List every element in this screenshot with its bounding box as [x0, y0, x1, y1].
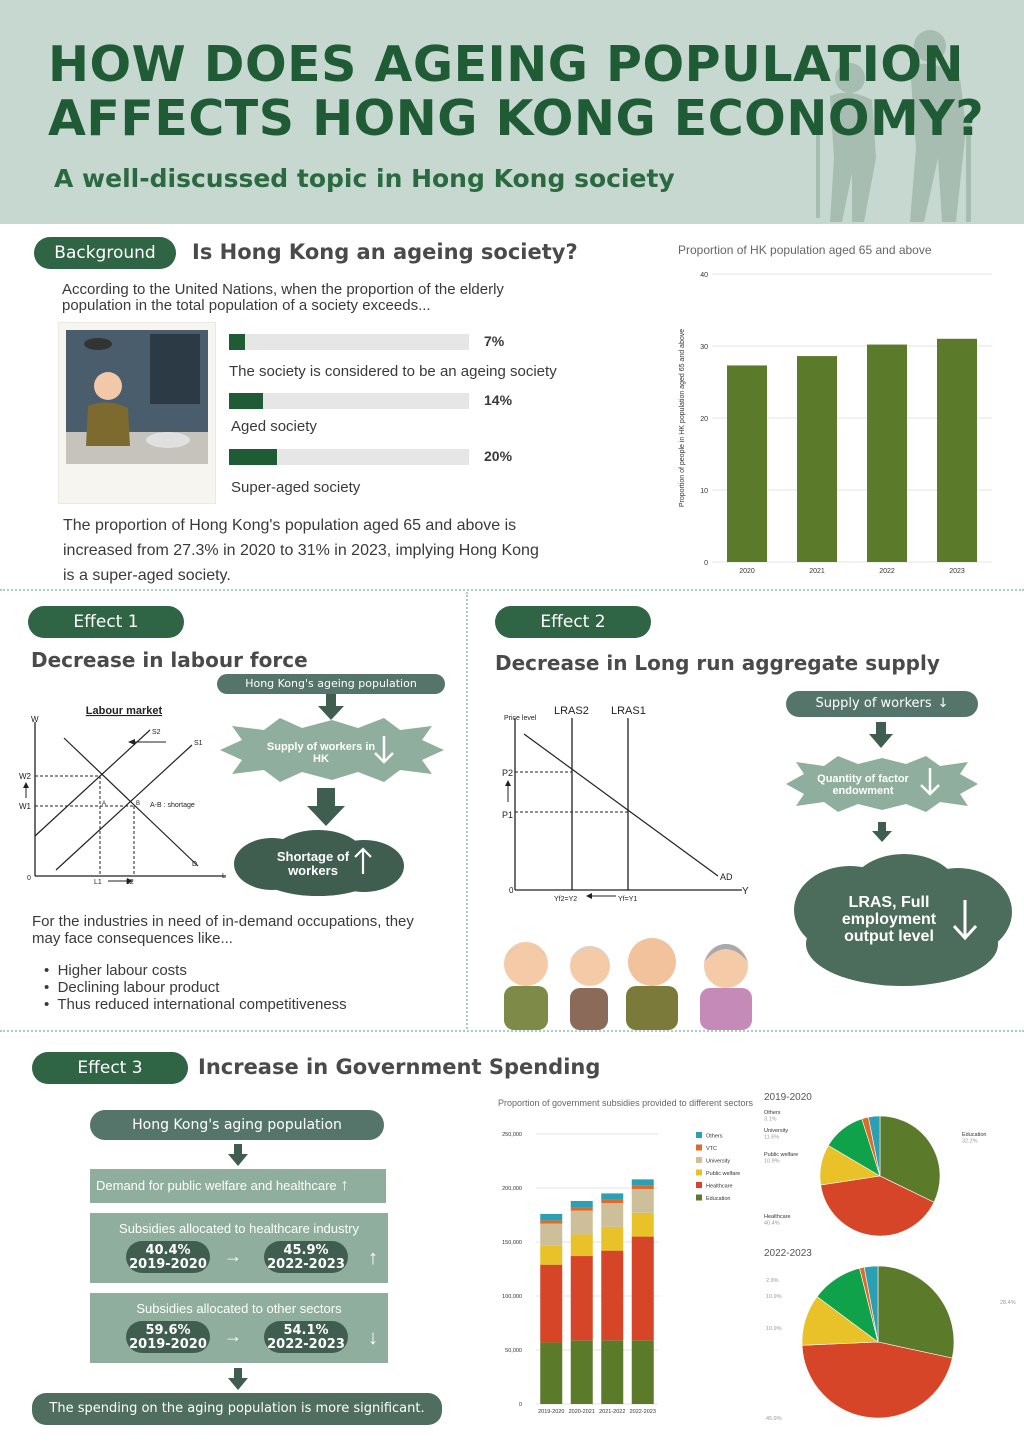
labour-market-graph — [16, 700, 236, 890]
chart3-slice-value: 10.9% — [764, 1158, 780, 1165]
svg-text:0: 0 — [27, 875, 31, 882]
chart4-slice-value: 28.4% — [1000, 1300, 1016, 1306]
chart2-ytick: 50,000 — [505, 1348, 522, 1354]
svg-text:W2: W2 — [19, 772, 31, 781]
chart2-bar-segment — [540, 1224, 562, 1246]
chart2-bar-segment — [632, 1237, 654, 1341]
chart2-bar-segment — [571, 1211, 593, 1235]
chart1-bar — [727, 365, 767, 562]
chart2-bar-segment — [571, 1340, 593, 1404]
chart1-ytick: 30 — [700, 344, 708, 351]
health-to-oval: 45.9% 2022-2023 — [264, 1241, 348, 1273]
chart2-bar-segment — [601, 1200, 623, 1203]
chart3-slice-value: 32.2% — [962, 1138, 978, 1145]
chart2-bar-segment — [601, 1203, 623, 1227]
chart2-legend-swatch — [696, 1182, 702, 1188]
chart2-ytick: 150,000 — [502, 1240, 522, 1246]
header-banner — [0, 0, 1024, 224]
chart3-slice-value: 40.4% — [764, 1220, 780, 1227]
chart3-slice-label: Public welfare — [764, 1152, 799, 1158]
chart2-legend-swatch — [696, 1145, 702, 1151]
chart1-ytick: 10 — [700, 488, 708, 495]
svg-text:Yf=Y1: Yf=Y1 — [618, 896, 638, 903]
chart2-legend-swatch — [696, 1157, 702, 1163]
chart4-slice-value: 10.9% — [766, 1294, 782, 1300]
chart2-legend-label: University — [706, 1158, 731, 1165]
effect1-heading: Decrease in labour force — [31, 648, 308, 672]
threshold-percent-20: 20% — [484, 448, 513, 464]
svg-text:S1: S1 — [194, 740, 203, 747]
chart2-legend-label: VTC — [706, 1146, 717, 1152]
arrow-down-icon — [318, 694, 344, 720]
background-tag: Background — [34, 237, 176, 269]
chart1-xtick: 2021 — [809, 568, 825, 575]
chart3-slice-value: 3.1% — [764, 1116, 777, 1123]
lras-graph — [498, 700, 760, 906]
chart2-bar-segment — [540, 1342, 562, 1404]
chart2-bar-segment — [571, 1234, 593, 1256]
svg-text:LRAS2: LRAS2 — [554, 705, 589, 717]
chart2-legend-swatch — [696, 1132, 702, 1138]
chart1-xtick: 2022 — [879, 568, 895, 575]
threshold-label-20: Super-aged society — [231, 479, 361, 496]
chart4-slice — [802, 1342, 952, 1418]
svg-text:W1: W1 — [19, 802, 31, 811]
chart2-bar-segment — [540, 1245, 562, 1264]
effect3-heading: Increase in Government Spending — [198, 1055, 601, 1079]
chart1-xtick: 2020 — [739, 568, 755, 575]
chart1-ylabel: Proportion of people in HK population aged 65 and above — [679, 328, 686, 508]
chart2-legend-label: Public welfare — [706, 1171, 741, 1177]
arrow-down-icon — [307, 788, 345, 826]
chart4-slice-value: 10.9% — [766, 1326, 782, 1332]
chart1-bar — [937, 339, 977, 562]
svg-text:P2: P2 — [502, 768, 514, 778]
threshold-bar-20 — [229, 449, 469, 465]
chart2-ytick: 100,000 — [502, 1294, 522, 1300]
effect1-tag: Effect 1 — [28, 606, 184, 638]
effect1-consequence-list: • Higher labour costs • Declining labour product • Thus reduced international competitiveness — [44, 962, 347, 1013]
chart1-bar — [797, 356, 837, 562]
effect3-conclusion: The spending on the aging population is more significant. — [32, 1393, 442, 1425]
chart2-bar-segment — [632, 1213, 654, 1237]
effect2-heading: Decrease in Long run aggregate supply — [495, 651, 940, 675]
chart1-xtick: 2023 — [949, 568, 965, 575]
chart2-bar-segment — [571, 1207, 593, 1210]
svg-text:AD: AD — [720, 872, 733, 882]
elderly-group-illustration — [494, 930, 760, 1030]
chart2-title — [498, 1098, 753, 1108]
chart2-bar-segment — [632, 1186, 654, 1189]
chart3-slice-label: University — [764, 1128, 789, 1134]
threshold-bar-7 — [229, 334, 469, 350]
chart1-bar — [867, 345, 907, 562]
effect2-flow-factor: Quantity of factor endowment — [817, 773, 909, 797]
svg-text:Yf2=Y2: Yf2=Y2 — [554, 896, 578, 903]
chart1-ytick: 20 — [700, 416, 708, 423]
labour-graph-title: Labour market — [85, 705, 163, 717]
chart2-legend-label: Healthcare — [706, 1183, 733, 1190]
chart1-title: Proportion of HK population aged 65 and above — [678, 243, 932, 257]
chart2-bar-segment — [571, 1201, 593, 1207]
chart2-bar-segment — [632, 1189, 654, 1213]
chart2-xtick: 2019-2020 — [538, 1409, 565, 1415]
chart2-bar-segment — [601, 1193, 623, 1199]
chart2-bar-segment — [601, 1227, 623, 1251]
chart2-bar-segment — [632, 1340, 654, 1404]
svg-text:B: B — [136, 801, 141, 807]
other-from-oval: 59.6% 2019-2020 — [126, 1321, 210, 1353]
svg-text:L2: L2 — [126, 879, 134, 886]
chart2-bar-segment — [571, 1256, 593, 1340]
chart3-slice-value: 11.6% — [764, 1134, 780, 1141]
effect3-demand-box: Demand for public welfare and healthcare ↑ — [90, 1169, 386, 1203]
effect1-flow-start: Hong Kong's ageing population — [217, 674, 445, 694]
effect3-health-box: Subsidies allocated to healthcare industry 40.4% 2019-2020 → 45.9% 2022-2023 ↑ — [90, 1213, 388, 1283]
svg-text:LRAS1: LRAS1 — [611, 705, 646, 717]
chart3-slice-label: Healthcare — [764, 1214, 791, 1220]
arrow-down-icon — [950, 898, 980, 942]
chart3-slice-label: Education — [962, 1132, 987, 1138]
chart3-slice-label: Others — [764, 1110, 781, 1116]
chart2-bar-segment — [601, 1251, 623, 1341]
background-heading: Is Hong Kong an ageing society? — [192, 240, 578, 264]
page-title: HOW DOES AGEING POPULATION AFFECTS HONG KONG ECONOMY? — [48, 36, 985, 147]
svg-text:Y: Y — [742, 886, 749, 897]
effect2-flow-supply: Supply of workers ↓ — [786, 691, 978, 717]
effect3-flow-top: Hong Kong's aging population — [90, 1110, 384, 1140]
chart2-bar-segment — [540, 1220, 562, 1223]
page-subtitle: A well-discussed topic in Hong Kong society — [54, 164, 675, 193]
arrow-down-icon — [228, 1144, 248, 1166]
chart2-bar-segment — [540, 1265, 562, 1343]
chart2-legend-swatch — [696, 1170, 702, 1176]
svg-text:Price level: Price level — [504, 715, 537, 722]
effect1-consequence-intro: For the industries in need of in-demand occupations, they may face consequences like... — [32, 913, 414, 947]
chart4-title: 2022-2023 — [764, 1248, 812, 1259]
chart2-xtick: 2020-2021 — [568, 1409, 595, 1415]
chart4-slice-value: 2.9% — [766, 1278, 779, 1284]
threshold-label-7: The society is considered to be an ageing society — [229, 363, 557, 380]
effect2-tag: Effect 2 — [495, 606, 651, 638]
chart1-ytick: 0 — [704, 560, 708, 567]
arrow-down-icon — [228, 1368, 248, 1390]
chart2-ytick: 200,000 — [502, 1186, 522, 1192]
svg-text:0: 0 — [509, 886, 514, 895]
chart2-legend-label: Others — [706, 1133, 723, 1140]
svg-text:P1: P1 — [502, 810, 514, 820]
arrow-down-icon — [918, 766, 942, 798]
subsidies-pie-2022 — [760, 1242, 1022, 1424]
background-conclusion: The proportion of Hong Kong's population aged 65 and above is increased from 27.3% in 2020 to 31% in 2023, implying Hong Kong is a super-aged society. — [63, 517, 539, 584]
arrow-down-icon — [869, 722, 893, 748]
svg-text:S2: S2 — [152, 729, 161, 736]
effect1-flow-shortage: Shortage of workers — [276, 849, 350, 878]
background-intro: According to the United Nations, when the proportion of the elderly population in the total population of a society exceeds... — [62, 281, 504, 314]
chart2-legend-label: Education — [706, 1196, 731, 1202]
chart2-bar-segment — [540, 1214, 562, 1220]
elderly-man-illustration — [58, 322, 216, 504]
svg-text:A: A — [102, 801, 107, 807]
chart2-ytick: 250,000 — [502, 1132, 522, 1138]
arrow-down-icon — [372, 734, 396, 766]
svg-text:A-B : shortage: A-B : shortage — [150, 802, 195, 809]
arrow-up-icon — [352, 846, 374, 876]
svg-text:D: D — [192, 861, 198, 868]
chart1-ytick: 40 — [700, 272, 708, 279]
threshold-percent-7: 7% — [484, 333, 505, 349]
chart2-ytick: 0 — [518, 1402, 522, 1408]
subsidies-stacked-bar-chart — [494, 1094, 762, 1424]
other-to-oval: 54.1% 2022-2023 — [264, 1321, 348, 1353]
chart3-title: 2019-2020 — [764, 1092, 812, 1103]
chart2-bar-segment — [632, 1179, 654, 1185]
threshold-label-14: Aged society — [231, 418, 317, 435]
threshold-percent-14: 14% — [484, 392, 513, 408]
arrow-down-icon — [872, 822, 892, 842]
effect1-flow-supply: Supply of workers in HK — [266, 741, 376, 765]
elderly-proportion-bar-chart — [664, 236, 1004, 580]
effect3-other-box: Subsidies allocated to other sectors 59.6% 2019-2020 → 54.1% 2022-2023 ↓ — [90, 1293, 388, 1363]
health-from-oval: 40.4% 2019-2020 — [126, 1241, 210, 1273]
effect2-flow-lras: LRAS, Full employment output level — [841, 894, 937, 945]
chart4-slice-value: 45.9% — [766, 1416, 782, 1422]
chart2-xtick: 2021-2022 — [599, 1409, 626, 1415]
svg-text:L: L — [222, 873, 226, 880]
svg-text:W: W — [31, 715, 39, 724]
effect3-tag: Effect 3 — [32, 1052, 188, 1084]
subsidies-pie-2019 — [760, 1090, 1022, 1238]
chart2-legend-swatch — [696, 1195, 702, 1201]
chart2-xtick: 2022-2023 — [629, 1409, 656, 1415]
svg-text:L1: L1 — [94, 879, 102, 886]
chart2-title-line: Proportion of government subsidies provided to different sectors — [498, 1098, 753, 1108]
chart2-bar-segment — [601, 1340, 623, 1404]
threshold-bar-14 — [229, 393, 469, 409]
